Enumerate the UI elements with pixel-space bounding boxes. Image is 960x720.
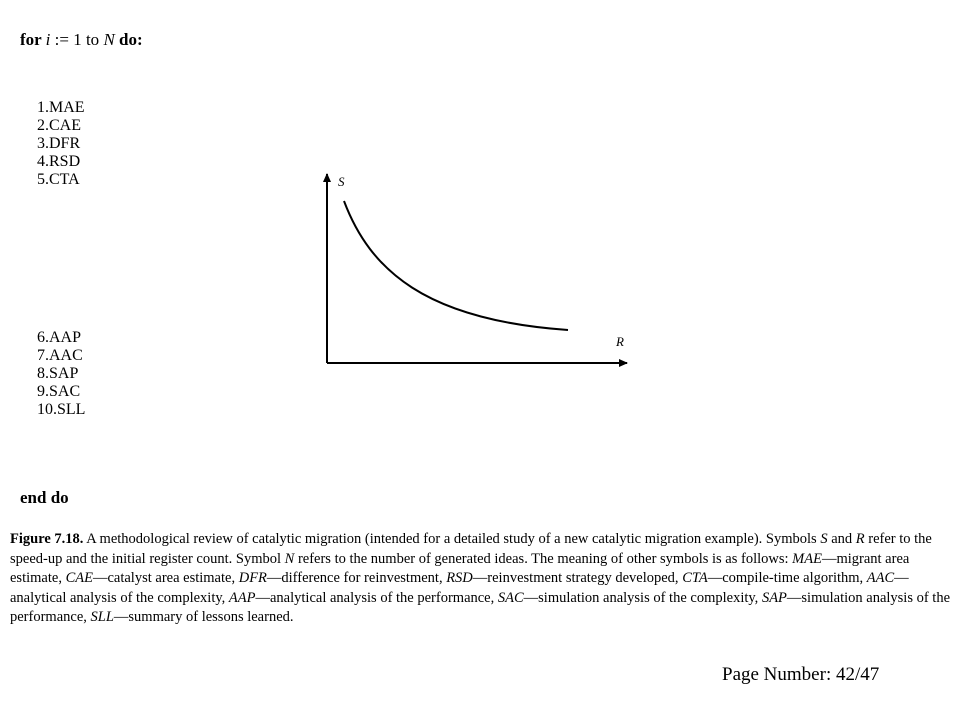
step-item <box>37 401 85 419</box>
step-number: 10. <box>37 401 57 418</box>
step-number: 6. <box>37 329 49 346</box>
caption-symbol: CAE <box>65 570 93 586</box>
caption-symbol: AAC <box>866 570 895 586</box>
step-item <box>37 117 85 135</box>
step-label: MAE <box>49 99 85 116</box>
caption-symbol: SAC <box>497 589 524 606</box>
step-number: 5. <box>37 171 49 188</box>
loop-variable: i <box>45 30 51 49</box>
step-number: 3. <box>37 135 49 152</box>
caption-symbol: AAP <box>228 589 256 606</box>
step-item <box>37 383 85 401</box>
y-axis-label: S <box>338 174 345 189</box>
step-number: 9. <box>37 383 49 400</box>
step-label: CAE <box>49 117 81 134</box>
step-item <box>37 365 85 383</box>
caption-text: —compile-time algorithm, <box>707 570 867 586</box>
do-keyword: do: <box>114 30 143 49</box>
step-number: 2. <box>37 117 49 134</box>
step-label: SAP <box>49 365 79 382</box>
step-label: SAC <box>49 383 81 400</box>
figure-number: Figure 7.18. <box>10 531 84 547</box>
caption-text: —simulation analysis of the complexity, <box>523 589 762 606</box>
caption-text: —analytical analysis of the complexity, <box>10 570 909 606</box>
step-number: 4. <box>37 153 49 170</box>
loop-header <box>20 30 143 50</box>
step-number: 7. <box>37 347 49 364</box>
step-item <box>37 347 85 365</box>
caption-text: —migrant area estimate, <box>10 550 910 586</box>
step-label: RSD <box>49 153 81 170</box>
step-label: DFR <box>49 135 81 152</box>
step-label: AAC <box>49 347 83 364</box>
page-number: Page Number: 42/47 <box>722 664 880 685</box>
caption-symbol: DFR <box>238 570 267 586</box>
step-label: CTA <box>49 171 80 188</box>
speedup-plot <box>300 160 640 380</box>
caption-symbol: MAE <box>792 550 822 567</box>
caption-text: —reinvestment strategy developed, <box>472 570 683 586</box>
caption-symbol: CTA <box>682 570 708 586</box>
loop-end: end do <box>20 488 69 507</box>
step-item <box>37 135 85 153</box>
steps-list-first <box>37 99 85 189</box>
caption-symbol: N <box>284 550 295 567</box>
caption-text: refers to the number of generated ideas. The meaning of other symbols is as follows: <box>294 550 793 567</box>
caption-text: —simulation analysis of the performance, <box>10 589 951 625</box>
caption-symbol: RSD <box>446 570 473 586</box>
caption-text: and <box>827 531 856 547</box>
caption-text: A methodological review of catalytic migration (intended for a detailed study of a new catalytic migration example). Symbols <box>83 531 821 547</box>
caption-symbol: S <box>820 531 828 547</box>
speedup-curve <box>344 201 568 330</box>
x-axis-label: R <box>616 334 624 349</box>
step-item <box>37 329 85 347</box>
caption-text: —difference for reinvestment, <box>266 570 447 586</box>
figure-caption <box>10 530 950 628</box>
step-label: AAP <box>49 329 82 346</box>
steps-list-second <box>37 329 85 419</box>
caption-symbol: R <box>855 531 865 547</box>
loop-bound: N <box>103 30 115 49</box>
step-item <box>37 153 85 171</box>
loop-assign: := 1 to <box>50 30 104 49</box>
step-item <box>37 99 85 117</box>
caption-text: —summary of lessons learned. <box>113 609 294 625</box>
caption-text: refer to the speed-up and the initial register count. Symbol <box>10 531 932 567</box>
step-number: 8. <box>37 365 49 382</box>
caption-symbol: SAP <box>761 589 787 606</box>
step-label: SLL <box>57 401 86 418</box>
step-item <box>37 171 85 189</box>
for-keyword: for <box>20 30 46 49</box>
caption-symbol: SLL <box>90 609 114 625</box>
caption-text: —analytical analysis of the performance, <box>255 589 498 606</box>
step-number: 1. <box>37 99 49 116</box>
caption-text: —catalyst area estimate, <box>92 570 239 586</box>
